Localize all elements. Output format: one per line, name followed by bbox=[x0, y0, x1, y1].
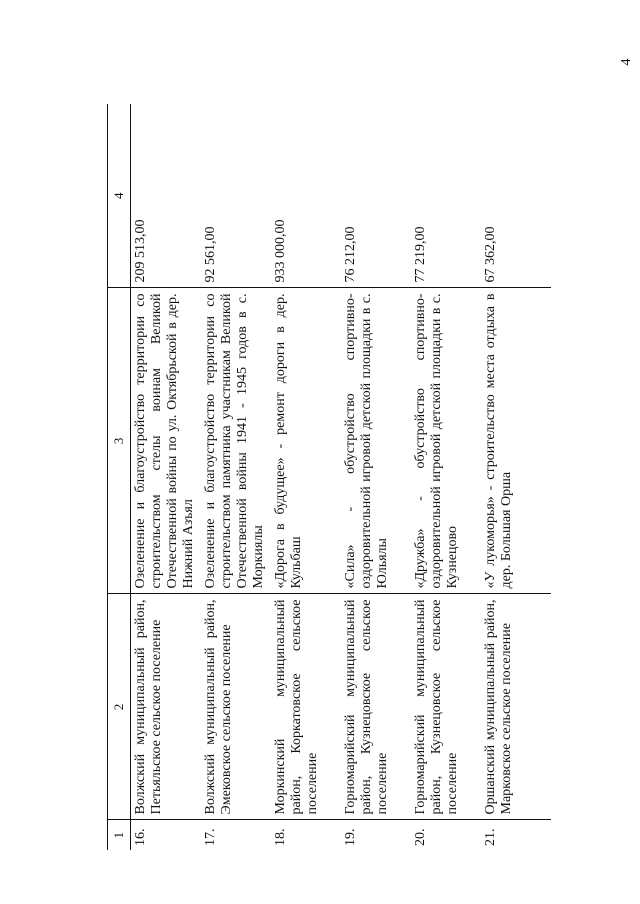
table-row bbox=[131, 104, 202, 850]
row-number: 19. bbox=[343, 828, 358, 846]
header-col-1: 1 bbox=[108, 820, 131, 850]
row-project: Озеленение и благоустройство территории со строительством памятника участникам Великой Отечественной войны 1941 - 1945 годов в с. Моркиялы bbox=[201, 288, 271, 594]
row-amount: 209 513,00 bbox=[131, 104, 202, 288]
table-header-row bbox=[108, 104, 131, 850]
table-row bbox=[201, 104, 271, 850]
table-row bbox=[271, 104, 341, 850]
row-project: «Дорога в будущее» - ремонт дороги в дер. Кульбаш bbox=[271, 288, 341, 594]
header-col-2: 2 bbox=[108, 594, 131, 820]
row-municipality: Оршанский муниципальный район, Марковское сельское поселение bbox=[481, 594, 551, 820]
row-municipality: Горномарийский муниципальный район, Кузнецовское сельское поселение bbox=[341, 594, 411, 820]
header-col-4: 4 bbox=[108, 104, 131, 288]
row-project: Озеленение и благоустройство территории со строительством стелы воинам Великой Отечественной войны по ул. Октябрьской в дер. Нижний Азъял bbox=[131, 288, 202, 594]
row-number: 17. bbox=[203, 828, 218, 846]
row-amount: 933 000,00 bbox=[271, 104, 341, 288]
row-number: 16. bbox=[133, 828, 148, 846]
row-amount: 77 219,00 bbox=[411, 104, 481, 288]
row-number: 18. bbox=[273, 828, 288, 846]
rotated-table-container bbox=[107, 104, 603, 850]
row-municipality: Горномарийский муниципальный район, Кузнецовское сельское поселение bbox=[411, 594, 481, 820]
row-municipality: Волжский муниципальный район, Эмековское сельское поселение bbox=[201, 594, 271, 820]
table-row bbox=[341, 104, 411, 850]
row-amount: 92 561,00 bbox=[201, 104, 271, 288]
row-number: 20. bbox=[413, 828, 428, 846]
row-project: «У лукоморья» - строительство места отдыха в дер. Большая Орша bbox=[481, 288, 551, 594]
row-municipality: Моркинский муниципальный район, Коркатовское сельское поселение bbox=[271, 594, 341, 820]
page-number: 4 bbox=[619, 58, 634, 66]
row-project: «Сила» - обустройство спортивно-оздоровительной игровой детской площадки в с. Юльялы bbox=[341, 288, 411, 594]
row-number: 21. bbox=[483, 828, 498, 846]
row-amount: 67 362,00 bbox=[481, 104, 551, 288]
row-municipality: Волжский муниципальный район, Петьяльское сельское поселение bbox=[131, 594, 202, 820]
row-amount: 76 212,00 bbox=[341, 104, 411, 288]
table-row bbox=[481, 104, 551, 850]
header-col-3: 3 bbox=[108, 288, 131, 594]
row-project: «Дружба» - обустройство спортивно-оздоровительной игровой детской площадки в с. Кузнецово bbox=[411, 288, 481, 594]
table-row bbox=[411, 104, 481, 850]
projects-table bbox=[107, 104, 551, 850]
